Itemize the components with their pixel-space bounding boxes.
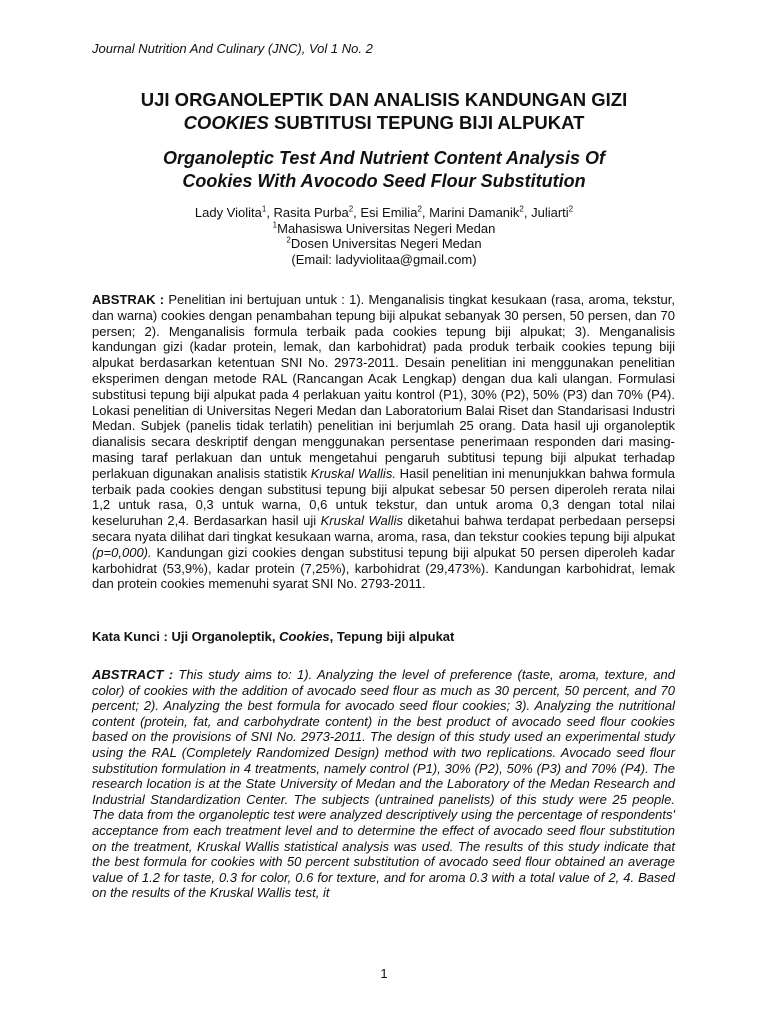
abstrak-label: ABSTRAK : bbox=[92, 292, 165, 307]
affiliation-1 bbox=[0, 221, 768, 237]
affiliation-mark: 2 bbox=[519, 204, 524, 214]
affiliation-mark: 1 bbox=[261, 204, 267, 214]
affiliation-text: Dosen Universitas Negeri Medan bbox=[290, 236, 482, 251]
title-italic-word: COOKIES bbox=[183, 112, 269, 133]
abstrak-italic: Kruskal Wallis. bbox=[310, 465, 396, 481]
keywords-rest: , Tepung biji alpukat bbox=[329, 629, 455, 644]
affiliation-text: Mahasiswa Universitas Negeri Medan bbox=[277, 220, 496, 236]
abstrak-text: Kandungan gizi cookies dengan substitusi tepung biji alpukat 50 persen diperoleh kadar karbohidrat (53,9%), kadar protein (7,25%), karbohidrat (29,473%). Kandungan karbohidrat, lemak dan protein cookies memenuhi syarat SNI No. 2793-2011. bbox=[92, 544, 675, 592]
affiliation-mark: 2 bbox=[286, 235, 291, 245]
affiliation-mark: 2 bbox=[417, 204, 422, 214]
abstrak-text: diketahui bahwa terdapat perbedaan persepsi secara nyata dilihat dari tingkat kesukaan warna, aroma, rasa, dan tekstur cookies tepung biji alpukat bbox=[92, 513, 675, 544]
page-number: 1 bbox=[380, 966, 388, 981]
paper-title bbox=[0, 88, 768, 134]
author-list bbox=[0, 205, 768, 221]
author-block bbox=[0, 205, 768, 267]
keywords-label: Kata Kunci : Uji Organoleptik, bbox=[92, 629, 280, 644]
abstrak-text: Hasil penelitian ini menunjukkan bahwa formula terbaik pada cookies dengan substitusi tepung biji alpukat sebesar 50 persen diperoleh rerata nilai 1,2 untuk rasa, 0,3 untuk warna, 0,6 untuk tekstur, dan untuk aroma 0,3 dengan total nilai keseluruhan 2,4. Berdasarkan hasil uji bbox=[92, 465, 675, 529]
author-name: , Juliarti bbox=[523, 205, 569, 220]
abstrak-italic: (p=0,000). bbox=[92, 544, 152, 560]
affiliation-mark: 2 bbox=[568, 204, 574, 214]
paper-subtitle bbox=[0, 147, 768, 193]
subtitle-line-1: Organoleptic Test And Nutrient Content Analysis Of bbox=[162, 148, 606, 168]
abstrak-paragraph bbox=[92, 292, 675, 592]
affiliation-mark: 2 bbox=[348, 204, 354, 214]
author-name: Lady Violita bbox=[194, 205, 262, 220]
abstract-text: This study aims to: 1). Analyzing the level of preference (taste, aroma, texture, and color) of cookies with the addition of avocado seed flour as much as 30 percent, 50 percent, and 70 percent; 2). Analyzing the best formula for avocado seed flour cookies; 3). Analyzing the nutritional content (protein, fat, and carbohydrate content) in the best product of avocado seed flour cookies based on the provisions of SNI No. 2973-2011. The design of this study used an experimental study using the RAL (Completely Randomized Design) method with two replications. Avocado seed flour substitution formulation in 4 treatments, namely control (P1), 30% (P2), 50% (P3) and 70% (P4). The research location is at the State University of Medan and the Laboratory of the Medan Research and Industrial Standardization Center. The subjects (untrained panelists) of this study were 25 people. The data from the organoleptic test were analyzed descriptively using the percentage of respondents' acceptance from each treatment level and to determine the effect of avocado seed flour substitution on the treatment, Kruskal Wallis statistical analysis was used. The results of this study indicate that the best formula for cookies with 50 percent substitution of avocado seed flour obtained an average value of 1.2 for taste, 0.3 for color, 0.6 for texture, and for aroma 0.3 with a total value of 2, 4. Based on the results of the Kruskal Wallis test, it bbox=[92, 667, 675, 901]
title-line-2 bbox=[0, 111, 768, 134]
abstract-paragraph bbox=[92, 667, 675, 901]
author-name: , Rasita Purba bbox=[266, 205, 349, 220]
affiliation-mark: 1 bbox=[272, 220, 278, 230]
author-name: , Marini Damanik bbox=[421, 205, 520, 220]
title-line-2-rest: SUBTITUSI TEPUNG BIJI ALPUKAT bbox=[268, 112, 585, 133]
abstrak-italic: Kruskal Wallis bbox=[320, 513, 403, 529]
keywords-line bbox=[92, 629, 675, 645]
keywords-italic: Cookies bbox=[279, 629, 330, 644]
affiliation-2 bbox=[0, 236, 768, 252]
abstract-label: ABSTRACT : bbox=[92, 667, 174, 682]
author-name: , Esi Emilia bbox=[353, 205, 418, 220]
author-email: (Email: ladyviolitaa@gmail.com) bbox=[291, 251, 477, 267]
title-line-1: UJI ORGANOLEPTIK DAN ANALISIS KANDUNGAN GIZI bbox=[140, 89, 628, 110]
abstrak-text: Penelitian ini bertujuan untuk : 1). Menganalisis tingkat kesukaan (rasa, aroma, tekstur, dan warna) cookies dengan penambahan tepung biji alpukat sebanyak 30 persen, 50 persen, dan 70 persen; 2). Menganalisis formula terbaik pada cookies tepung biji alpukat; 3). Menganalisis kandungan gizi (kadar protein, lemak, dan karbohidrat) pada produk terbaik cookies tepung biji alpukat berdasarkan ketentuan SNI No. 2973-2011. Desain penelitian ini menggunakan penelitian eksperimen dengan metode RAL (Rancangan Acak Lengkap) dengan dua kali ulangan. Formulasi substitusi tepung biji alpukat pada 4 perlakuan yaitu kontrol (P1), 30% (P2), 50% (P3) dan 70% (P4). Lokasi penelitian di Universitas Negeri Medan dan Laboratorium Balai Riset dan Standarisasi Industri Medan. Subjek (panelis tidak terlatih) penelitian ini berjumlah 25 orang. Data hasil uji organoleptik dianalisis secara deskriptif dengan menggunakan persentase penerimaan responden dari masing-masing taraf perlakuan dan untuk mengetahui pengaruh subtitusi tepung biji alpukat terhadap perlakuan digunakan analisis statistik bbox=[92, 292, 675, 481]
subtitle-line-2: Cookies With Avocodo Seed Flour Substitution bbox=[182, 171, 586, 191]
journal-header: Journal Nutrition And Culinary (JNC), Vol 1 No. 2 bbox=[92, 41, 373, 56]
